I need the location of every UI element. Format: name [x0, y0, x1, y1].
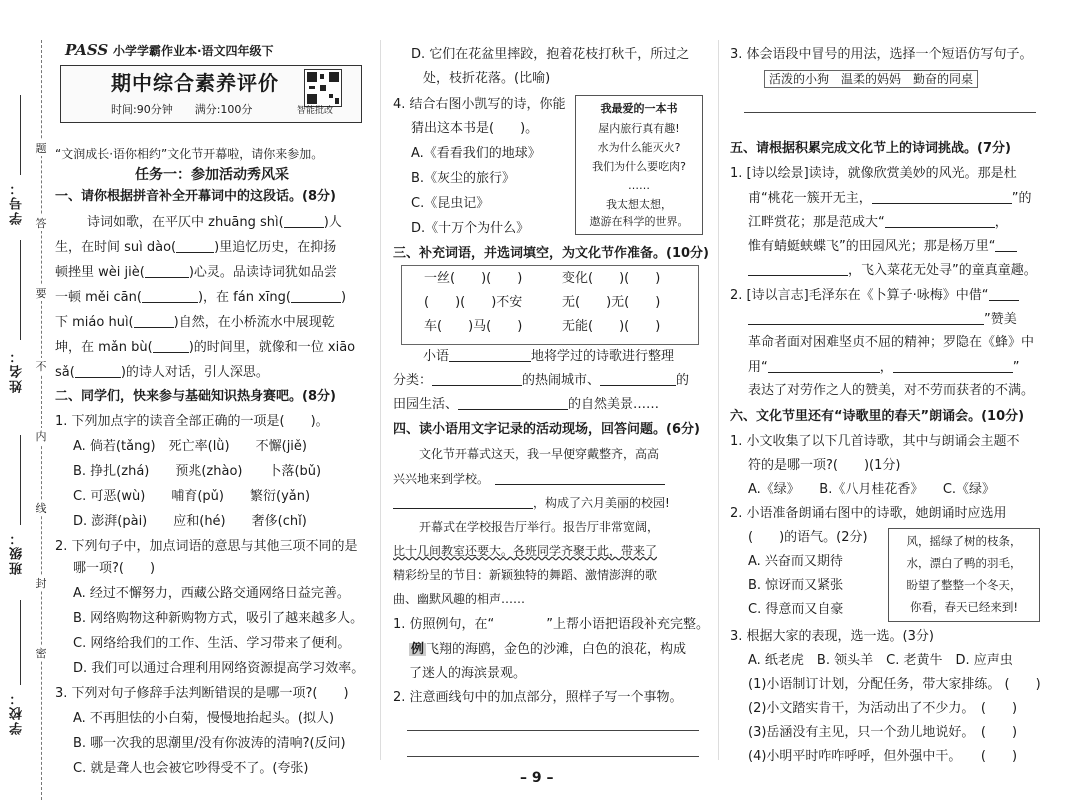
question: 符的是哪一项?( )(1分)	[748, 458, 901, 473]
binding-margin	[0, 40, 60, 800]
poem-line: 风，摇绿了树的枝条，	[906, 534, 1022, 548]
question: 2. 注意画线句中的加点部分，照样子写一个事物。	[393, 690, 683, 705]
reading-text: 兴兴地来到学校。	[393, 472, 665, 485]
question: ( )的语气。(2分)	[748, 530, 868, 545]
poem-line: 水为什么能灭火?	[597, 141, 681, 154]
text-line: 用“ ， ”	[748, 360, 1020, 375]
answer-blank[interactable]	[748, 263, 848, 276]
class-blank[interactable]	[20, 435, 21, 525]
answer-blank[interactable]	[432, 373, 522, 386]
text-line: 革命者面对困难坚贞不屈的精神；罗隐在《蜂》中	[748, 335, 1035, 350]
word-item[interactable]: 无能( )( )	[562, 319, 661, 334]
option[interactable]: (4)小明平时咋咋呼呼，但外强中干。 ( )	[748, 749, 1018, 764]
option[interactable]: B.《灰尘的旅行》	[411, 171, 516, 186]
school-label: 学校：	[10, 690, 25, 735]
answer-blank[interactable]	[458, 397, 568, 410]
section-heading: 六、文化节里还有“诗歌里的春天”朗诵会。(10分)	[730, 409, 1025, 424]
underlined-sentence: 比十几间教室还要大。各班同学齐聚于此，带来了	[393, 544, 658, 558]
answer-blank[interactable]	[600, 373, 676, 386]
text-line: 2. [诗以言志]毛泽东在《卜算子·咏梅》中借“	[730, 288, 1019, 302]
seal-char: 要	[35, 287, 47, 300]
name-label: 姓名：	[10, 348, 25, 393]
word-box	[401, 265, 699, 345]
seal-char: 线	[35, 502, 47, 515]
question: 2. 下列句子中，加点词语的意思与其他三项不同的是	[55, 539, 358, 554]
name-blank[interactable]	[20, 240, 21, 340]
answer-blank[interactable]	[142, 290, 198, 303]
option[interactable]: C. 网络给我们的工作、生活、学习带来了便利。	[73, 636, 351, 651]
option-list: A. 纸老虎 B. 领头羊 C. 老黄牛 D. 应声虫	[748, 653, 1013, 668]
option[interactable]: D. 它们在花盆里摔跤，抱着花枝打秋千，所过之	[411, 47, 690, 62]
text-line: 下 miáo huì( )自然，在小桥流水中展现乾	[55, 315, 335, 330]
seal-char: 内	[35, 430, 47, 443]
phrase-box: 活泼的小狗 温柔的妈妈 勤奋的同桌	[764, 70, 978, 88]
example-line: 了迷人的海滨景观。	[409, 666, 527, 681]
question: 猜出这本书是( )。	[411, 121, 539, 136]
text-line: 惟有蜻蜓蛱蝶飞”的田园风光；那是杨万里“	[748, 239, 1017, 253]
seal-char: 题	[35, 142, 47, 155]
reading-text: 精彩纷呈的节目：新颖独特的舞蹈、激情澎湃的歌	[393, 568, 658, 582]
section-heading: 四、读小语用文字记录的活动现场，回答问题。(6分)	[393, 422, 700, 437]
answer-blank[interactable]	[995, 239, 1017, 252]
column-divider	[380, 40, 381, 760]
answer-line[interactable]	[407, 730, 699, 731]
text-line: 分类： 的热闹城市、 的	[393, 373, 690, 388]
option[interactable]: B. 惊讶而又紧张	[748, 578, 844, 593]
word-item[interactable]: ( )( )不安	[424, 295, 523, 310]
section-heading: 一、请你根据拼音补全开幕词中的这段话。(8分)	[55, 189, 336, 204]
exam-title: 期中综合素养评价	[111, 71, 279, 95]
qr-label: 智能批改	[297, 106, 334, 116]
intro-text: “文润成长·语你相约”文化节开幕啦，请你来参加。	[55, 147, 324, 161]
option[interactable]: C. 就是聋人也会被它吵得受不了。(夸张)	[73, 761, 309, 776]
answer-blank[interactable]	[145, 265, 189, 278]
option[interactable]: B. 哪一次我的思潮里/没有你波涛的清响?(反问)	[73, 736, 346, 751]
option[interactable]: A.《绿》 B.《八月桂花香》 C.《绿》	[748, 482, 996, 497]
poem-title: 我最爱的一本书	[600, 102, 678, 115]
option[interactable]: C. 得意而又自豪	[748, 602, 844, 617]
question: 3. 根据大家的表现，选一选。(3分)	[730, 629, 934, 644]
option[interactable]: A. 不再胆怯的小白菊，慢慢地抬起头。(拟人)	[73, 711, 335, 726]
reading-text: 曲、幽默风趣的相声……	[393, 592, 526, 606]
poem-line: 盼望了整整一个冬天，	[906, 578, 1022, 592]
number-blank[interactable]	[20, 95, 21, 175]
text-line: 诗词如歌，在平仄中 zhuāng shì( )人	[87, 215, 342, 230]
option[interactable]: C.《昆虫记》	[411, 196, 490, 211]
class-label: 班级：	[10, 530, 25, 575]
text-line: 顿挫里 wèi jiè( )心灵。品读诗词犹如品尝	[55, 265, 337, 280]
option[interactable]: D. 我们可以通过合理利用网络资源提高学习效率。	[73, 661, 365, 676]
column-divider	[718, 40, 719, 760]
section-heading: 五、请根据积累完成文化节上的诗词挑战。(7分)	[730, 141, 1011, 156]
header-strip	[55, 43, 367, 61]
option[interactable]: B. 挣扎(zhá) 预兆(zhào) 卜落(bǔ)	[73, 464, 322, 479]
question: 2. 小语准备朗诵右图中的诗歌，她朗诵时应选用	[730, 506, 1007, 521]
answer-blank[interactable]	[291, 290, 341, 303]
example-line: 例 飞翔的海鸥，金色的沙滩，白色的浪花，构成	[411, 642, 687, 657]
poem-box	[888, 528, 1040, 622]
seal-char: 不	[35, 360, 47, 373]
option[interactable]: D. 澎湃(pài) 应和(hé) 奢侈(chǐ)	[73, 514, 307, 529]
seal-char: 答	[35, 217, 47, 230]
answer-blank[interactable]	[176, 240, 214, 253]
text-line: 1. [诗以绘景]读诗，就像欣赏美妙的风光。那是杜	[730, 166, 1017, 181]
text-line: ，飞入菜花无处寻”的童真童趣。	[748, 263, 1037, 277]
poem-box	[575, 95, 703, 235]
seal-char: 密	[35, 647, 47, 660]
question: 3. 下列对句子修辞手法判断错误的是哪一项?( )	[55, 686, 349, 701]
answer-blank[interactable]	[449, 349, 531, 362]
option[interactable]: B. 网络购物这种新购物方式，吸引了越来越多人。	[73, 611, 364, 626]
text-line: 甫“桃花一簇开无主， ”的	[748, 191, 1032, 206]
option[interactable]: A. 倘若(tǎng) 死亡率(lǜ) 不懈(jiě)	[73, 439, 307, 454]
option[interactable]: D.《十万个为什么》	[411, 221, 530, 236]
poem-line: 你看，春天已经来到!	[909, 600, 1019, 614]
reading-text: 开幕式在学校报告厅举行。报告厅非常宽阔，	[419, 520, 660, 534]
seal-char: 封	[35, 577, 47, 590]
answer-line[interactable]	[407, 756, 699, 757]
text-line: 江畔赏花；那是范成大“ ，	[748, 215, 1008, 230]
option[interactable]: A. 经过不懈努力，西藏公路交通网络日益完善。	[73, 586, 350, 601]
answer-line[interactable]	[744, 112, 1036, 113]
poem-line: 我太想太想，	[606, 198, 672, 211]
poem-line: 屋内旅行真有趣!	[598, 122, 680, 135]
text-line: 生，在时间 suì dào( )里追忆历史，在抑扬	[55, 240, 337, 255]
exam-header-box	[60, 65, 362, 123]
page-number: – 9 –	[520, 770, 554, 786]
word-item[interactable]: 变化( )( )	[562, 271, 661, 286]
answer-blank[interactable]	[885, 215, 995, 228]
answer-blank[interactable]	[872, 191, 1012, 204]
answer-blank[interactable]	[153, 340, 189, 353]
answer-blank[interactable]	[75, 365, 121, 378]
number-label: 学号：	[10, 180, 25, 225]
word-item[interactable]: 车( )马( )	[424, 319, 523, 334]
text-line: 表达了对劳作之人的赞美，对不劳而获者的不满。	[748, 383, 1035, 398]
section-heading: 二、同学们，快来参与基础知识热身赛吧。(8分)	[55, 389, 336, 404]
word-item[interactable]: 一丝( )( )	[424, 271, 523, 286]
option[interactable]: 处，枝折花落。(比喻)	[423, 71, 551, 86]
answer-blank[interactable]	[989, 288, 1019, 301]
text-line: 坤，在 mǎn bù( )的时间里，就像和一位 xiāo	[55, 340, 356, 355]
question: 1. 下列加点字的读音全部正确的一项是( )。	[55, 414, 329, 429]
qr-code-icon[interactable]	[304, 69, 342, 107]
answer-blank[interactable]	[495, 472, 665, 485]
task-heading: 任务一：参加活动秀风采	[135, 167, 289, 183]
answer-blank[interactable]	[748, 312, 984, 325]
question: 1. 小文收集了以下几首诗歌，其中与朗诵会主题不	[730, 434, 1020, 449]
example-mark: 例	[411, 642, 425, 657]
answer-blank[interactable]	[768, 360, 880, 373]
text-line: ”赞美	[748, 312, 1017, 326]
answer-blank[interactable]	[893, 360, 1013, 373]
option[interactable]: (3)岳涵没有主见，只一个劲儿地说好。 ( )	[748, 725, 1018, 740]
option[interactable]: (1)小语制订计划，分配任务，带大家排练。 ( )	[748, 677, 1041, 692]
section-heading: 三、补充词语，并选词填空，为文化节作准备。(10分)	[393, 246, 709, 261]
series-title: 小学学霸作业本·语文四年级下	[113, 44, 274, 58]
text-line: 一顿 měi cān( )，在 fán xīng( )	[55, 290, 347, 305]
answer-blank[interactable]	[284, 215, 324, 228]
poem-line: 我们为什么要吃肉?	[592, 160, 686, 173]
reading-text: ，构成了六月美丽的校园!	[393, 496, 670, 509]
school-blank[interactable]	[20, 600, 21, 685]
option[interactable]: (2)小文踏实肯干，为活动出了不少力。 ( )	[748, 701, 1018, 716]
question: 1. 仿照例句，在“ ”上帮小语把语段补充完整。	[393, 617, 710, 632]
poem-line: 水，漂白了鸭的羽毛，	[906, 556, 1022, 570]
text-line: 小语 地将学过的诗歌进行整理	[423, 349, 675, 364]
question: 哪一项?( )	[73, 561, 156, 576]
brand-logo: PASS	[65, 41, 109, 59]
option[interactable]: A.《看看我们的地球》	[411, 146, 541, 161]
option[interactable]: C. 可恶(wù) 哺育(pǔ) 繁衍(yǎn)	[73, 489, 311, 504]
answer-blank[interactable]	[393, 496, 533, 509]
poem-line: ……	[628, 179, 650, 192]
answer-blank[interactable]	[134, 315, 174, 328]
question: 3. 体会语段中冒号的用法，选择一个短语仿写句子。	[730, 47, 1033, 62]
question: 4. 结合右图小凯写的诗，你能	[393, 97, 566, 112]
reading-text: 文化节开幕式这天，我一早便穿戴整齐，高高	[419, 447, 660, 461]
text-line: 田园生活、 的自然美景……	[393, 397, 660, 412]
option[interactable]: A. 兴奋而又期待	[748, 554, 843, 569]
poem-line: 遨游在科学的世界。	[589, 215, 689, 228]
exam-meta: 时间:90分钟 满分:100分	[111, 103, 253, 116]
word-item[interactable]: 无( )无( )	[562, 295, 661, 310]
text-line: sǎ( )的诗人对话，引人深思。	[55, 365, 269, 380]
